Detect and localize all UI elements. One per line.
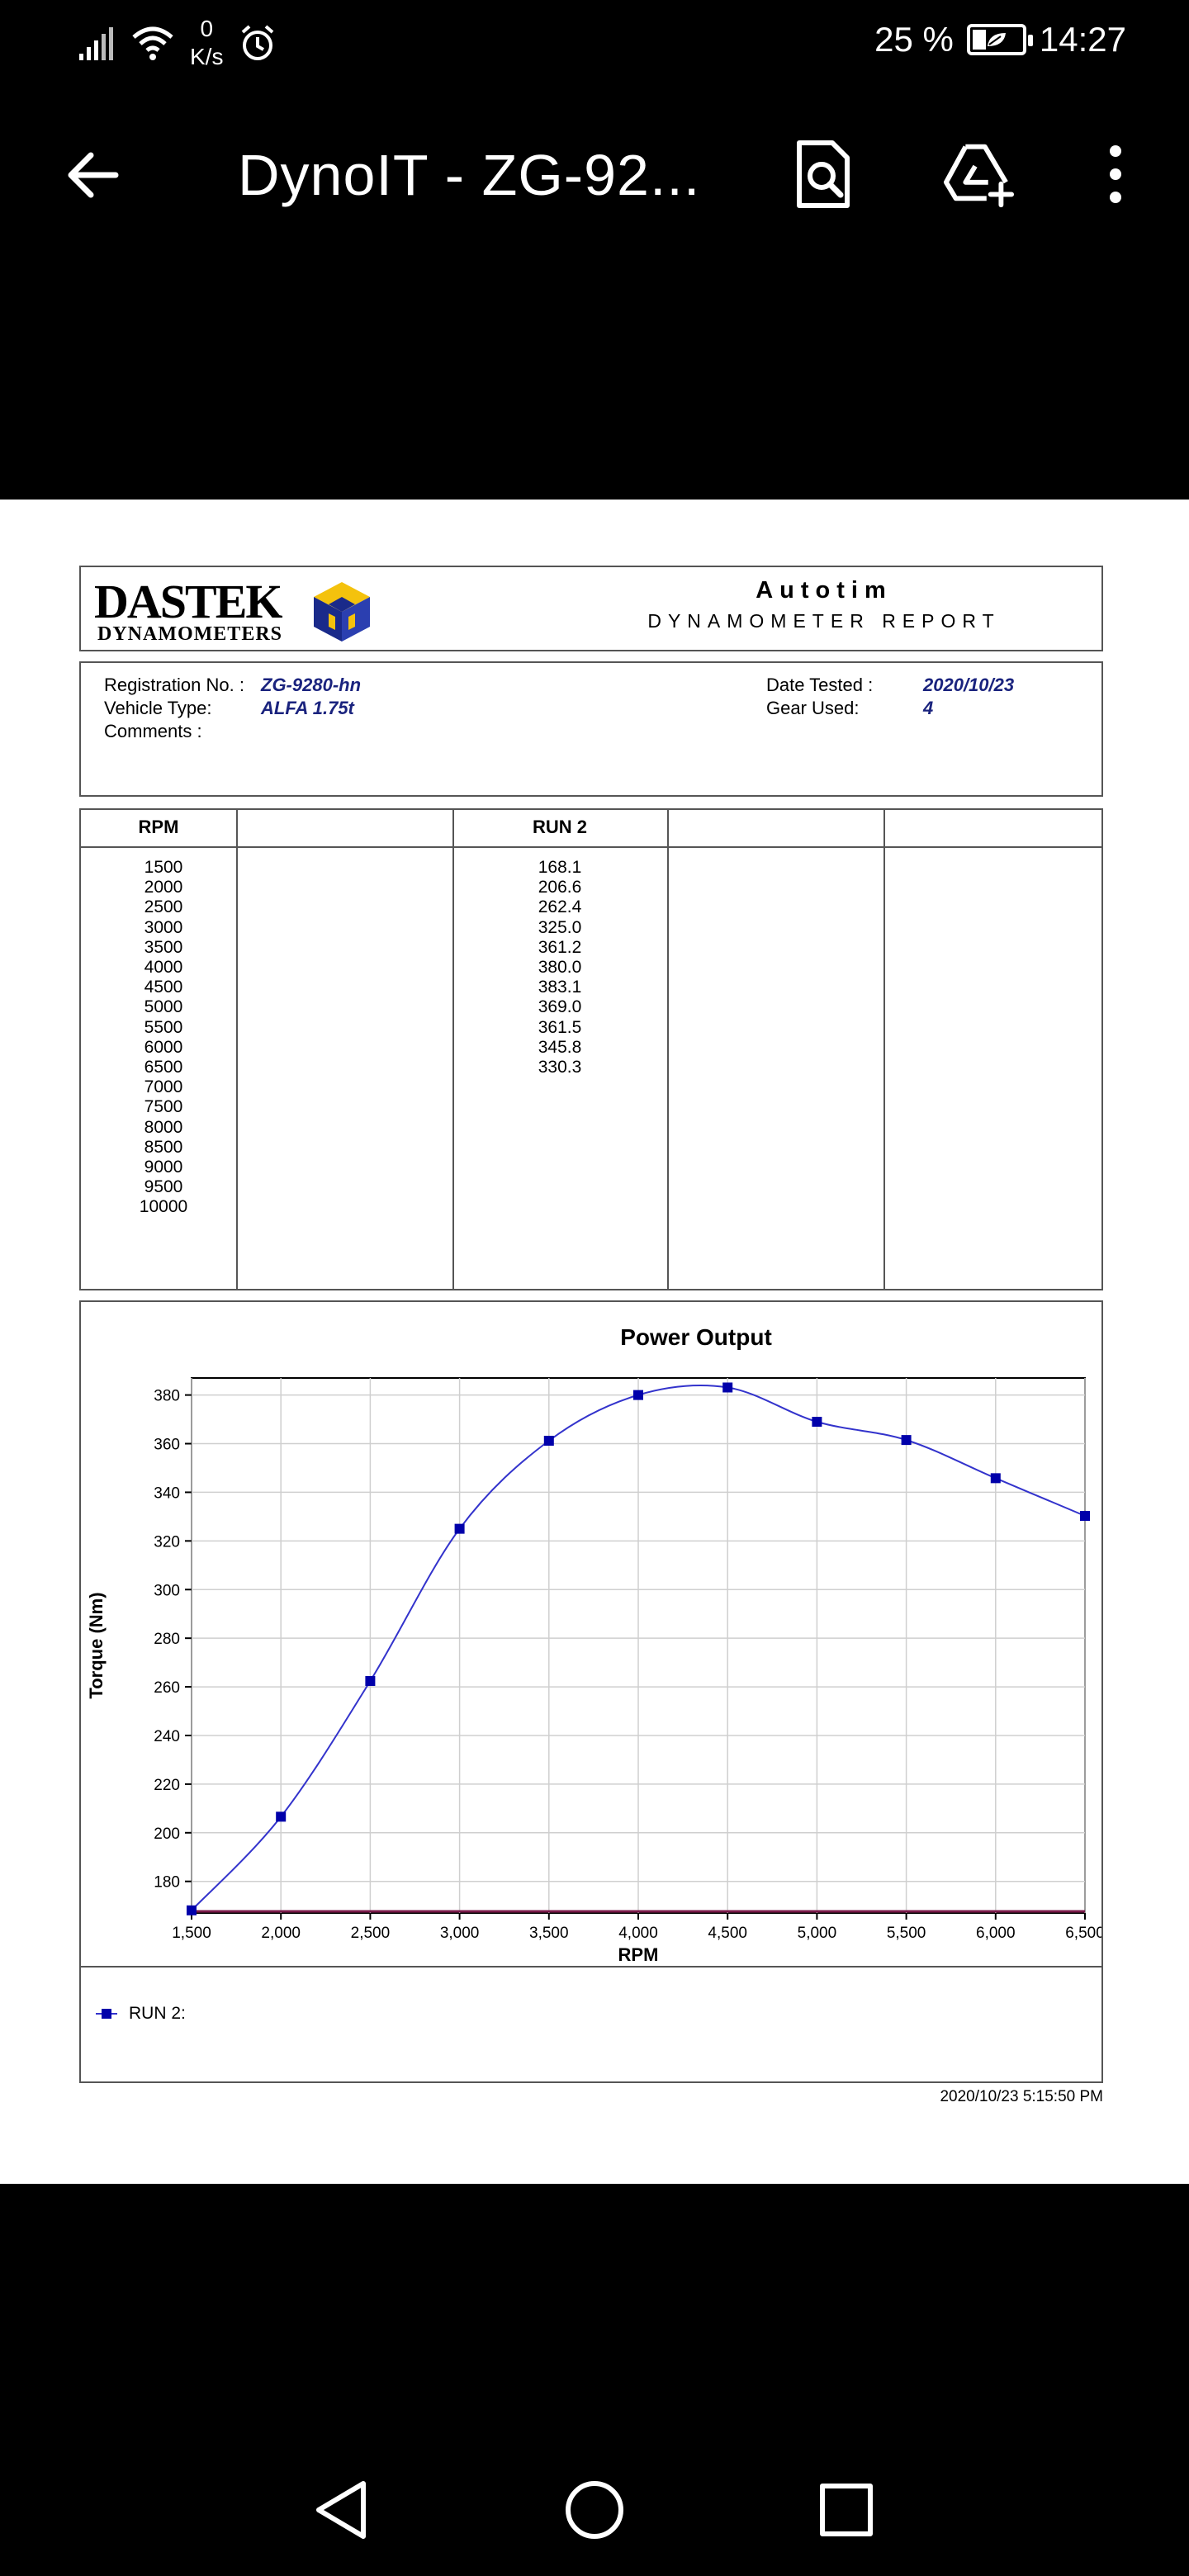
add-to-drive-button[interactable] — [941, 137, 1016, 211]
x-tick-label: 4,500 — [708, 1925, 747, 1942]
y-tick-label: 200 — [154, 1825, 180, 1843]
legend-label: RUN 2: — [129, 2004, 186, 2023]
cube-logo-icon — [310, 580, 373, 643]
rpm-cell: 6000 — [144, 1037, 183, 1057]
y-tick-label: 300 — [154, 1582, 180, 1600]
rpm-cell: 3500 — [144, 937, 183, 957]
rpm-cell: 10000 — [139, 1197, 188, 1217]
data-point — [633, 1390, 643, 1400]
rpm-cell: 6500 — [144, 1058, 183, 1077]
dastek-logo — [94, 575, 358, 646]
run2-cell: 262.4 — [538, 897, 582, 917]
network-speed-value: 0 — [200, 16, 214, 41]
rpm-cell: 4500 — [144, 978, 183, 997]
app-title: DynoIT - ZG-92... — [238, 143, 701, 207]
rpm-cell: 9500 — [144, 1177, 183, 1197]
data-point — [365, 1676, 375, 1686]
rpm-cell: 8000 — [144, 1117, 183, 1137]
rpm-cell: 7000 — [144, 1077, 183, 1097]
logo-text: DASTEK — [94, 575, 282, 628]
run2-column-header: RUN 2 — [532, 817, 587, 837]
date-tested-value: 2020/10/23 — [923, 675, 1015, 695]
gear-used-label: Gear Used: — [766, 698, 860, 718]
run2-cell: 345.8 — [538, 1037, 582, 1057]
y-tick-label: 340 — [154, 1485, 180, 1503]
x-tick-label: 1,500 — [172, 1925, 211, 1942]
y-tick-label: 260 — [154, 1679, 180, 1698]
logo-subtext: DYNAMOMETERS — [97, 623, 283, 645]
rpm-column — [81, 858, 246, 1218]
recents-square-icon — [817, 2481, 875, 2539]
y-tick-label: 320 — [154, 1533, 180, 1551]
vehicle-info — [79, 661, 1103, 797]
vehicle-type-label: Vehicle Type: — [104, 698, 212, 718]
drive-add-icon — [941, 141, 1016, 207]
more-options-button[interactable] — [1078, 137, 1153, 211]
report-timestamp: 2020/10/23 5:15:50 PM — [940, 2088, 1103, 2105]
back-arrow-icon — [63, 145, 122, 205]
run2-cell: 369.0 — [538, 997, 582, 1017]
legend-marker-icon — [96, 2007, 117, 2020]
wifi-icon — [130, 22, 175, 64]
search-in-document-button[interactable] — [786, 137, 860, 211]
data-point — [991, 1473, 1001, 1483]
rpm-cell: 3000 — [144, 917, 183, 937]
status-right — [874, 20, 1126, 59]
y-tick-label: 360 — [154, 1436, 180, 1454]
y-tick-label: 280 — [154, 1631, 180, 1649]
home-circle-icon — [563, 2479, 626, 2541]
run2-cell: 361.2 — [538, 937, 582, 957]
network-speed — [190, 15, 223, 71]
x-tick-label: 3,000 — [439, 1925, 480, 1942]
y-tick-label: 380 — [154, 1387, 180, 1405]
more-vert-icon — [1103, 141, 1128, 207]
document-page[interactable] — [0, 500, 1189, 2184]
rpm-cell: 4000 — [144, 958, 183, 978]
back-button[interactable] — [58, 140, 127, 210]
data-point — [1080, 1511, 1090, 1521]
nav-recents-button[interactable] — [809, 2473, 883, 2547]
data-point — [187, 1906, 197, 1915]
legend-item-run2 — [96, 2004, 186, 2024]
data-point — [812, 1417, 822, 1427]
report-title: DYNAMOMETER REPORT — [647, 610, 1001, 632]
registration-label: Registration No. : — [104, 675, 244, 695]
y-tick-label: 240 — [154, 1727, 180, 1745]
run2-cell: 206.6 — [538, 878, 582, 897]
x-tick-label: 4,000 — [618, 1925, 658, 1942]
alarm-icon — [238, 22, 277, 64]
rpm-column-header: RPM — [138, 817, 179, 837]
x-tick-label: 6,000 — [976, 1925, 1016, 1942]
x-tick-label: 5,000 — [797, 1925, 837, 1942]
signal-icon — [74, 22, 116, 64]
data-point — [544, 1436, 554, 1446]
run2-cell: 168.1 — [538, 858, 582, 877]
battery-percent: 25 % — [874, 20, 954, 59]
data-point — [902, 1435, 912, 1445]
chart-title: Power Output — [620, 1324, 772, 1350]
run2-cell: 330.3 — [538, 1058, 582, 1077]
data-point — [722, 1382, 732, 1392]
x-tick-label: 2,000 — [261, 1925, 301, 1942]
network-speed-unit: K/s — [190, 44, 224, 69]
company-name: Autotim — [756, 577, 893, 604]
rpm-cell: 8500 — [144, 1137, 183, 1157]
battery-icon — [967, 24, 1026, 55]
clock: 14:27 — [1039, 20, 1126, 59]
run2-cell: 325.0 — [538, 917, 582, 937]
y-tick-label: 220 — [154, 1776, 180, 1794]
date-tested-label: Date Tested : — [766, 675, 874, 695]
chart-legend — [79, 1968, 1103, 2083]
app-bar — [0, 83, 1189, 500]
nav-home-button[interactable] — [557, 2473, 632, 2547]
y-tick-label: 180 — [154, 1873, 180, 1892]
rpm-cell: 2500 — [144, 897, 183, 917]
run2-cell: 383.1 — [538, 978, 582, 997]
x-axis-label: RPM — [618, 1944, 659, 1965]
report-header — [79, 566, 1103, 651]
search-document-icon — [794, 140, 852, 209]
x-tick-label: 6,500 — [1065, 1925, 1101, 1942]
rpm-cell: 7500 — [144, 1097, 183, 1117]
x-tick-label: 3,500 — [529, 1925, 569, 1942]
results-table — [79, 808, 1103, 1290]
chart-svg — [81, 1302, 1101, 1966]
run2-cell: 380.0 — [538, 958, 582, 978]
power-output-chart — [79, 1300, 1103, 1968]
rpm-cell: 9000 — [144, 1158, 183, 1177]
vehicle-type-value: ALFA 1.75t — [261, 698, 354, 718]
rpm-cell: 5500 — [144, 1017, 183, 1037]
status-left — [74, 15, 277, 71]
x-tick-label: 5,500 — [886, 1925, 926, 1942]
x-tick-label: 2,500 — [350, 1925, 391, 1942]
back-triangle-icon — [312, 2479, 370, 2541]
comments-label: Comments : — [104, 721, 202, 741]
status-bar — [0, 0, 1189, 83]
rpm-cell: 5000 — [144, 997, 183, 1017]
run2-cell: 361.5 — [538, 1017, 582, 1037]
run2-column — [452, 858, 667, 1077]
registration-value: ZG-9280-hn — [261, 675, 362, 695]
nav-back-button[interactable] — [304, 2473, 378, 2547]
data-point — [455, 1524, 465, 1534]
data-point — [276, 1811, 286, 1821]
rpm-cell: 2000 — [144, 878, 183, 897]
gear-used-value: 4 — [923, 698, 934, 718]
y-axis-label: Torque (Nm) — [86, 1592, 107, 1699]
rpm-cell: 1500 — [144, 858, 183, 877]
